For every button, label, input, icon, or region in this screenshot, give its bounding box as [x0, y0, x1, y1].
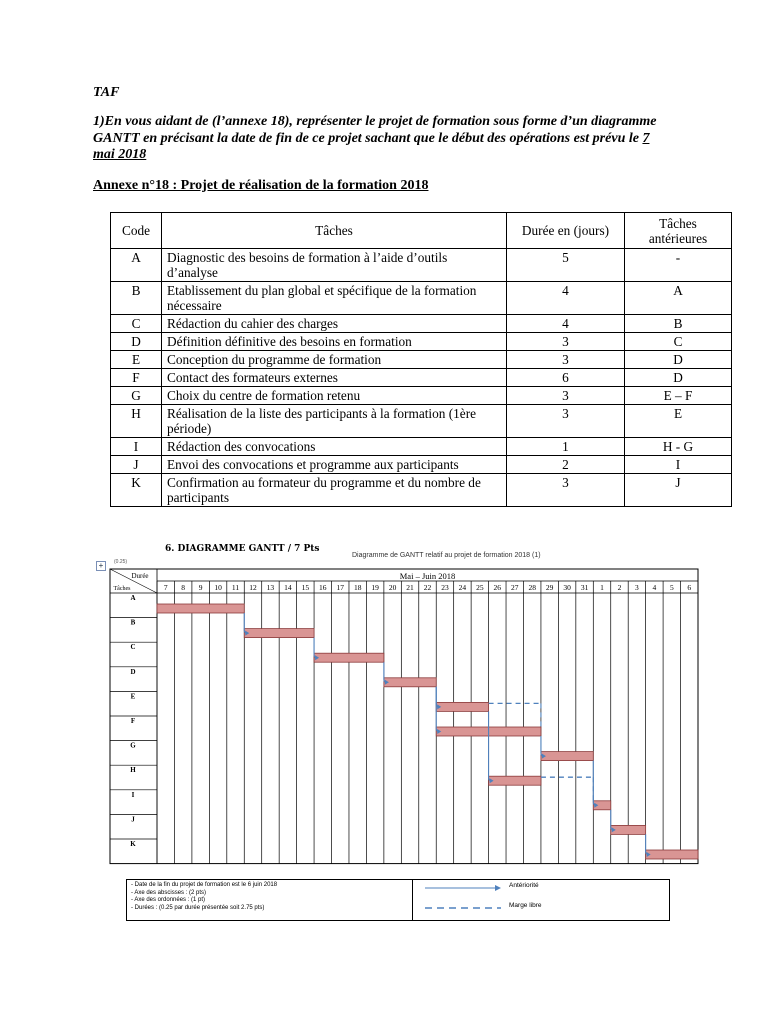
gantt-row-label: E: [130, 692, 136, 701]
gantt-bar-A: [157, 604, 244, 613]
row-code: D: [111, 333, 162, 351]
row-tache: Conception du programme de formation: [162, 351, 507, 369]
row-duree: 3: [507, 351, 625, 369]
gantt-day-label: 20: [388, 583, 397, 592]
row-duree: 3: [507, 333, 625, 351]
legend-line: - Durées : (0.25 par durée présentée soit 2.75 pts): [131, 904, 265, 911]
arrow-head-icon: [495, 885, 501, 891]
gantt-day-label: 3: [635, 583, 639, 592]
legend-box: [126, 879, 670, 921]
row-anterieures: -: [625, 249, 732, 282]
row-duree: 6: [507, 369, 625, 387]
gantt-row-label: K: [130, 840, 136, 848]
header-duree: Durée en (jours): [507, 213, 625, 249]
gantt-day-label: 19: [371, 583, 379, 592]
row-duree: 3: [507, 474, 625, 507]
gantt-day-label: 31: [580, 583, 589, 592]
row-tache: Diagnostic des besoins de formation à l’aide d’outils d’analyse: [162, 249, 507, 282]
header-taches: Tâches: [162, 213, 507, 249]
row-duree: 3: [507, 405, 625, 438]
legend-marge-libre: Marge libre: [509, 902, 542, 909]
row-anterieures: D: [625, 369, 732, 387]
gantt-day-label: 24: [458, 583, 467, 592]
gantt-day-label: 28: [528, 583, 536, 592]
gantt-row-label: I: [131, 790, 135, 799]
gantt-caption: Diagramme de GANTT relatif au projet de formation 2018 (1): [352, 552, 541, 559]
legend-line: - Axe des abscisses : (2 pts): [131, 889, 207, 896]
row-anterieures: E – F: [625, 387, 732, 405]
row-duree: 3: [507, 387, 625, 405]
gantt-day-label: 23: [441, 583, 449, 592]
gantt-corner-taches: Tâches: [113, 586, 131, 592]
row-tache: Choix du centre de formation retenu: [162, 387, 507, 405]
gantt-section-title: 6. DIAGRAMME GANTT / 7 Pts: [165, 544, 320, 554]
legend-symbols: [412, 880, 670, 920]
row-duree: 4: [507, 282, 625, 315]
gantt-day-label: 21: [406, 583, 414, 592]
gantt-period-label: Mai – Juin 2018: [399, 571, 456, 581]
gantt-bar-J: [611, 825, 646, 834]
gantt-day-label: 5: [669, 583, 674, 592]
row-code: H: [111, 405, 162, 438]
row-anterieures: J: [625, 474, 732, 507]
gantt-day-label: 15: [301, 583, 310, 592]
gantt-corner-duree: Durée: [131, 572, 149, 580]
gantt-row-label: C: [130, 643, 136, 652]
gantt-row-label: H: [130, 766, 136, 775]
gantt-day-label: 14: [284, 583, 292, 592]
row-code: F: [111, 369, 162, 387]
row-code: B: [111, 282, 162, 315]
gantt-day-label: 29: [545, 583, 554, 592]
gantt-row-label: F: [130, 717, 136, 725]
gantt-row-label: J: [131, 815, 135, 824]
gantt-day-label: 12: [249, 583, 257, 592]
row-code: K: [111, 474, 162, 507]
row-duree: 5: [507, 249, 625, 282]
gantt-bar-D: [384, 678, 436, 687]
gantt-day-label: 13: [266, 583, 275, 592]
gantt-day-label: 26: [493, 583, 502, 592]
row-anterieures: I: [625, 456, 732, 474]
gantt-arrow: [489, 711, 492, 780]
gantt-bar-K: [646, 850, 698, 859]
gantt-day-label: 18: [353, 583, 362, 592]
gantt-day-label: 4: [652, 583, 657, 592]
row-code: A: [111, 249, 162, 282]
gantt-day-label: 27: [511, 583, 519, 592]
gantt-day-label: 7: [163, 583, 168, 592]
gantt-row-label: D: [130, 667, 136, 676]
row-tache: Définition définitive des besoins en formation: [162, 333, 507, 351]
row-duree: 2: [507, 456, 625, 474]
gantt-day-label: 25: [476, 583, 484, 592]
gantt-bar-G: [541, 752, 593, 761]
row-anterieures: B: [625, 315, 732, 333]
header-code: Code: [111, 213, 162, 249]
gantt-day-label: 8: [181, 583, 186, 592]
annexe-title: Annexe n°18 : Projet de réalisation de la formation 2018: [93, 178, 429, 193]
gantt-bar-B: [244, 629, 314, 638]
gantt-day-label: 6: [687, 583, 692, 592]
row-duree: 4: [507, 315, 625, 333]
gantt-day-label: 2: [617, 583, 622, 592]
row-tache: Rédaction du cahier des charges: [162, 315, 507, 333]
row-tache: Réalisation de la liste des participants à la formation (1ère période): [162, 405, 507, 438]
taf-label: TAF: [93, 85, 120, 100]
gantt-day-label: 17: [336, 583, 344, 592]
gantt-bar-E: [436, 702, 488, 711]
legend-notes: [131, 882, 277, 912]
row-anterieures: E: [625, 405, 732, 438]
row-code: I: [111, 438, 162, 456]
gantt-bar-H: [489, 776, 541, 785]
gantt-row-label: A: [130, 594, 136, 602]
points-note: (0.25): [114, 559, 128, 565]
row-tache: Envoi des convocations et programme aux participants: [162, 456, 507, 474]
gantt-day-label: 1: [600, 583, 604, 592]
gantt-day-label: 16: [319, 583, 327, 592]
expand-icon[interactable]: +: [96, 561, 106, 571]
gantt-day-label: 10: [214, 583, 222, 592]
question-date: 7 mai 2018: [93, 130, 650, 162]
gantt-day-label: 30: [563, 583, 571, 592]
row-code: G: [111, 387, 162, 405]
legend-line: - Date de la fin du projet de formation est le 6 juin 2018: [131, 882, 278, 888]
gantt-day-label: 11: [231, 583, 240, 592]
gantt-row-label: B: [130, 618, 136, 627]
row-anterieures: A: [625, 282, 732, 315]
gantt-day-label: 9: [198, 583, 203, 592]
row-anterieures: C: [625, 333, 732, 351]
gantt-row-label: G: [130, 741, 136, 750]
row-code: E: [111, 351, 162, 369]
gantt-bar-C: [314, 653, 384, 662]
legend-line: - Axe des ordonnées : (1 pt): [131, 897, 206, 904]
row-code: C: [111, 315, 162, 333]
legend-anteriorite: Antériorité: [509, 882, 539, 889]
row-tache: Rédaction des convocations: [162, 438, 507, 456]
row-code: J: [111, 456, 162, 474]
row-tache: Etablissement du plan global et spécifique de la formation nécessaire: [162, 282, 507, 315]
gantt-day-label: 22: [423, 583, 432, 592]
question-main: 1)En vous aidant de (l’annexe 18), représenter le projet de formation sous forme d’un diagramme GANTT en précisant la date de fin de ce projet sachant que le début des opérations est prévu le: [93, 114, 657, 146]
header-anterieures: Tâches antérieures: [625, 213, 732, 249]
row-tache: Confirmation au formateur du programme et du nombre de participants: [162, 474, 507, 507]
row-duree: 1: [507, 438, 625, 456]
row-anterieures: H - G: [625, 438, 732, 456]
row-anterieures: D: [625, 351, 732, 369]
row-tache: Contact des formateurs externes: [162, 369, 507, 387]
